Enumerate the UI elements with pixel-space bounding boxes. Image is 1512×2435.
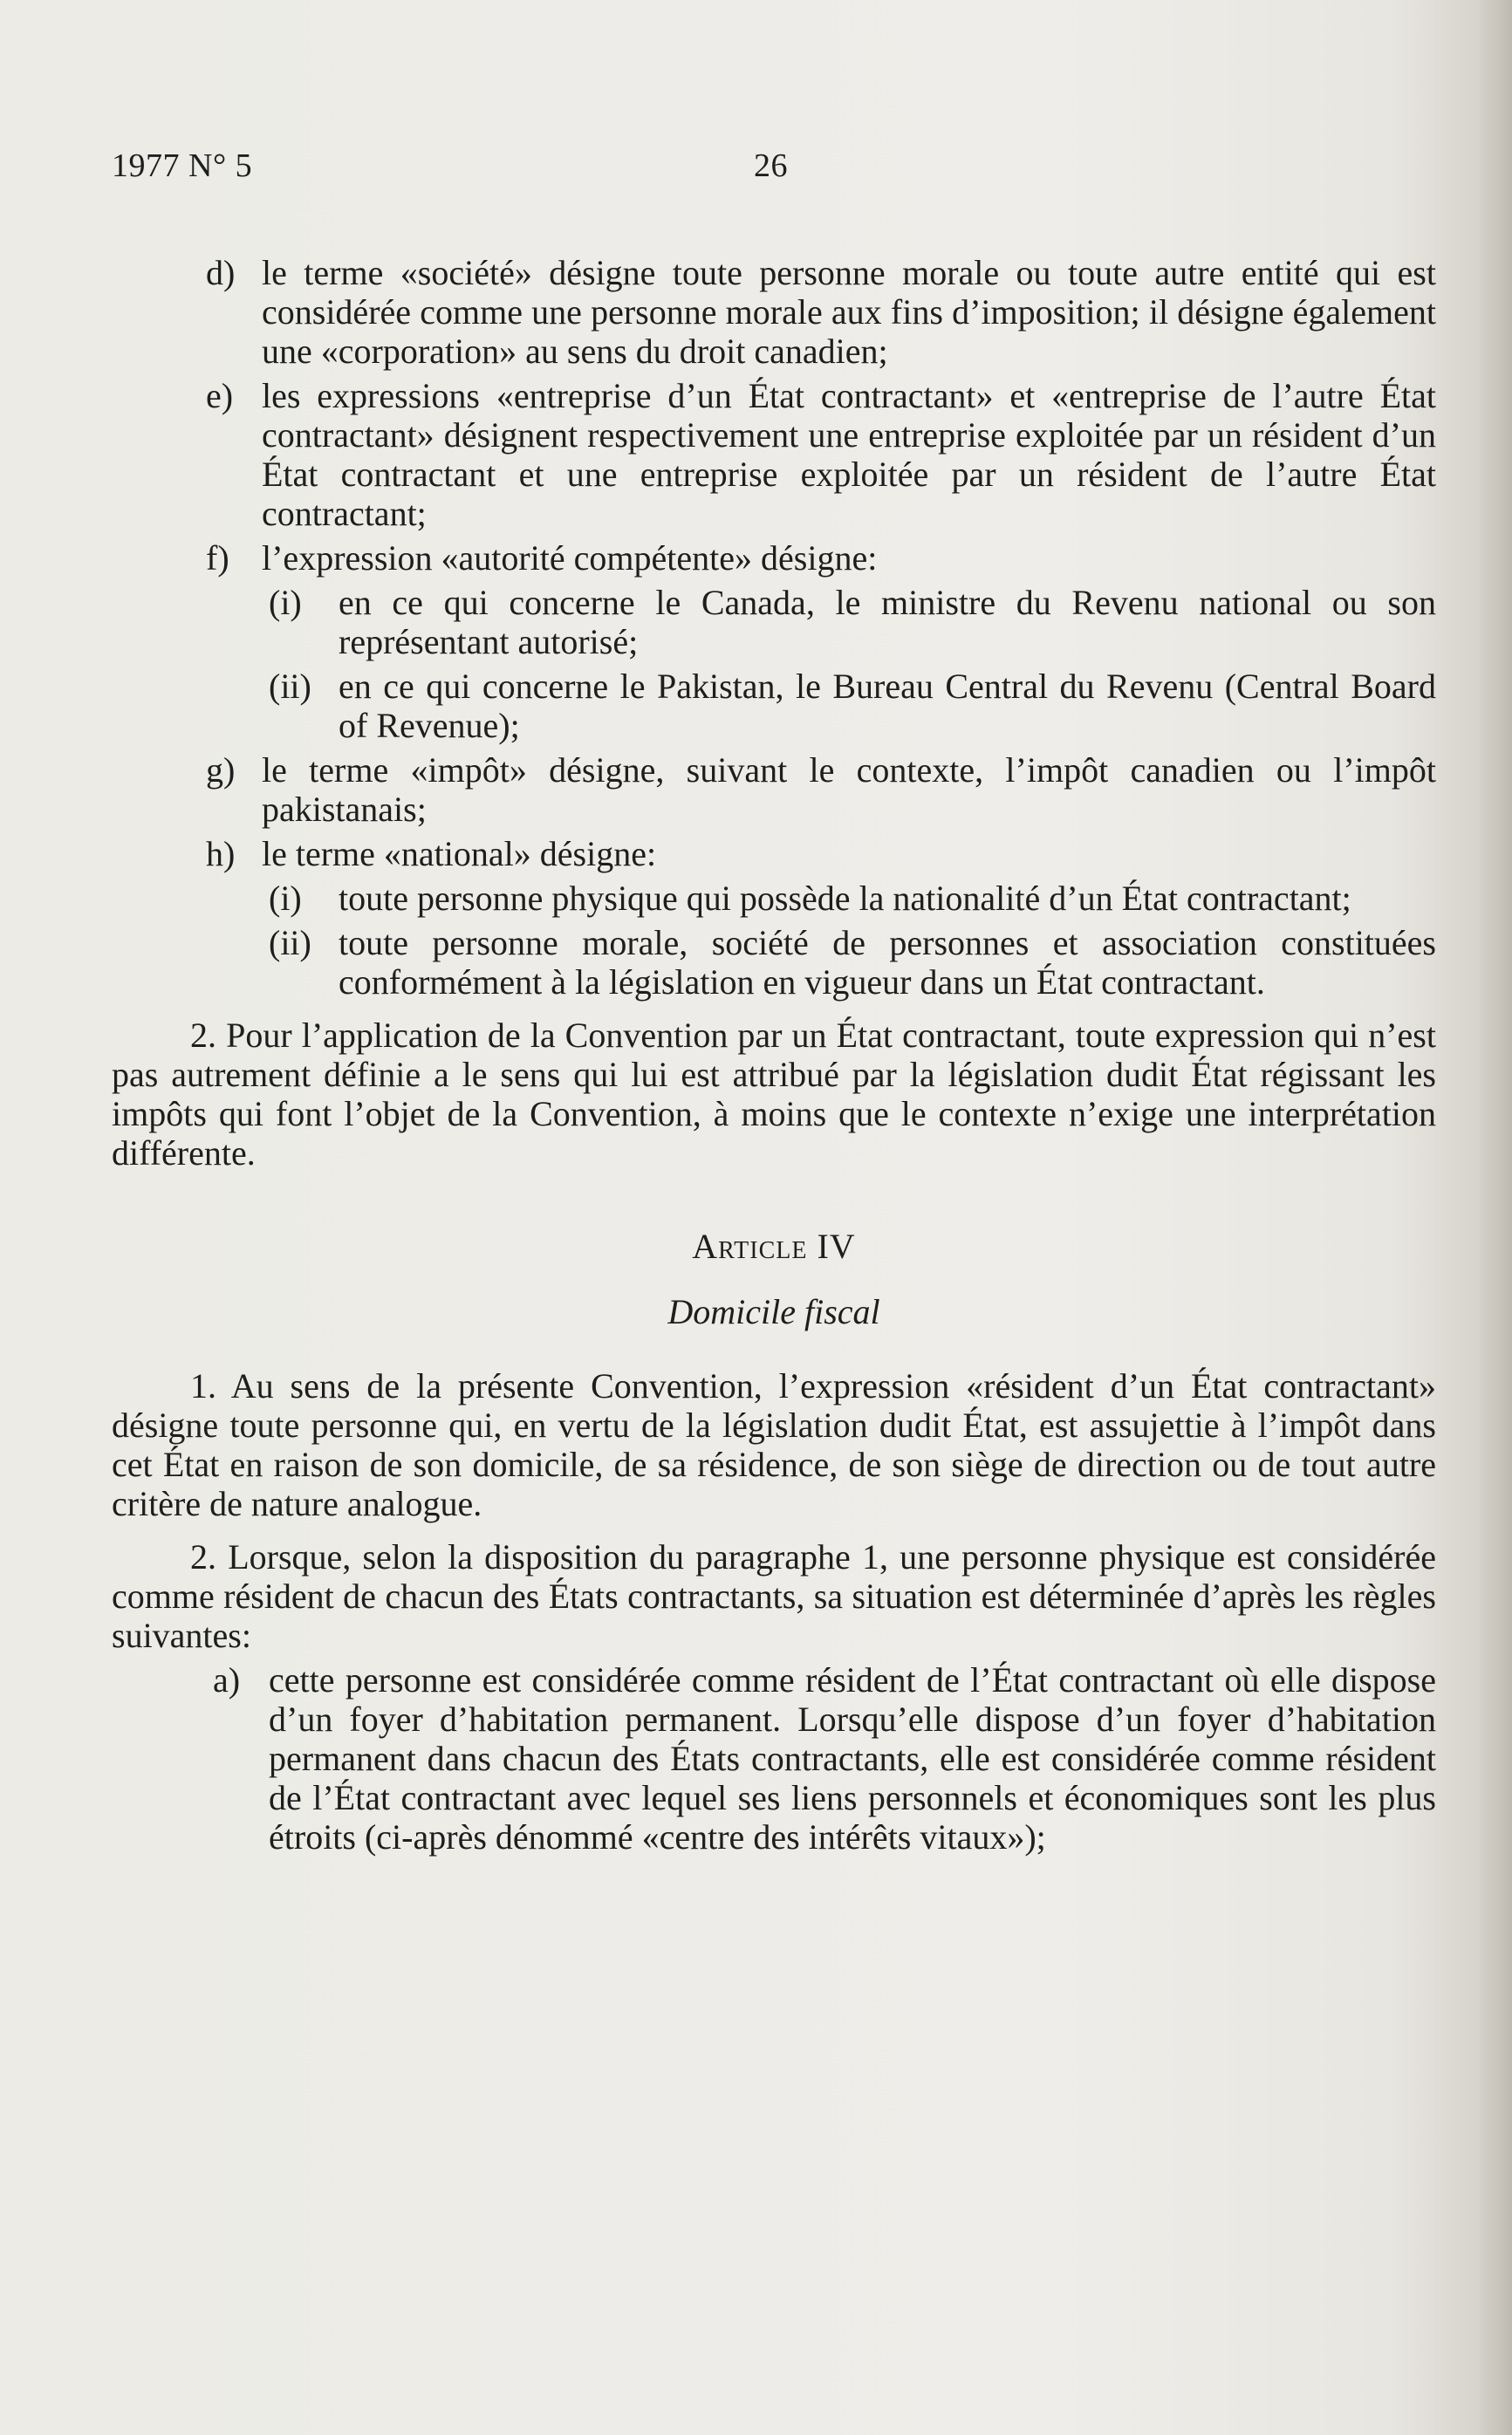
definition-label: g) <box>206 750 236 790</box>
definition-text: l’expression «autorité compétente» désigne: <box>262 538 878 578</box>
subdefinition-text: en ce qui concerne le Pakistan, le Bureau Central du Revenu (Central Board of Revenue); <box>339 667 1436 745</box>
page-edge-shadow <box>1477 0 1512 2435</box>
rule-a <box>112 1660 1436 1857</box>
subdefinition-text: toute personne physique qui possède la nationalité d’un État contractant; <box>339 879 1351 918</box>
definition-text: les expressions «entreprise d’un État contractant» et «entreprise de l’autre État contractant» désignent respectivement une entreprise exploitée par un résident d’un État contractant et une entreprise exploitée par un résident de l’autre État contractant; <box>262 376 1436 533</box>
definition-d <box>112 253 1436 371</box>
definition-label: e) <box>206 376 234 415</box>
definition-e <box>112 376 1436 533</box>
definition-text: le terme «national» désigne: <box>262 834 657 873</box>
subdefinition-text: en ce qui concerne le Canada, le ministre du Revenu national ou son représentant autorisé; <box>339 583 1436 661</box>
subdefinition-label: (ii) <box>269 667 311 706</box>
article-heading: Domicile fiscal <box>667 1292 880 1331</box>
paragraph-2: 2. Pour l’application de la Convention par un État contractant, toute expression qui n’est pas autrement définie a le sens qui lui est attribué par la législation dudit État régissant les impôts qui font l’objet de la Convention, à moins que le contexte n’exige une interprétation différente. <box>112 1016 1436 1173</box>
definition-h <box>112 834 1436 873</box>
definition-h-i <box>112 879 1436 918</box>
definition-g <box>112 750 1436 829</box>
rule-text: cette personne est considérée comme résident de l’État contractant où elle dispose d’un foyer d’habitation permanent. Lorsqu’elle dispose d’un foyer d’habitation permanent dans chacun des États contractants, elle est considérée comme résident de l’État contractant avec lequel ses liens personnels et économiques sont les plus étroits (ci-après dénommé «centre des intérêts vitaux»); <box>269 1660 1436 1857</box>
definition-label: h) <box>206 834 236 873</box>
definition-f <box>112 538 1436 578</box>
definition-text: le terme «société» désigne toute personne morale ou toute autre entité qui est considérée comme une personne morale aux fins d’imposition; il désigne également une «corporation» au sens du droit canadien; <box>262 253 1436 371</box>
subdefinition-label: (ii) <box>269 923 311 962</box>
definition-f-i <box>112 583 1436 661</box>
header-page-number: 26 <box>754 147 788 184</box>
definition-label: f) <box>206 538 229 578</box>
article-title: Article IV <box>692 1227 856 1266</box>
rule-label: a) <box>213 1660 241 1700</box>
subdefinition-text: toute personne morale, société de personnes et association constituées conformément à la législation en vigueur dans un État contractant. <box>339 923 1436 1002</box>
article-paragraph-2: 2. Lorsque, selon la disposition du paragraphe 1, une personne physique est considérée comme résident de chacun des États contractants, sa situation est déterminée d’après les règles suivantes: <box>112 1537 1436 1655</box>
header-year-number: 1977 N° 5 <box>112 147 253 184</box>
article-paragraph-1: 1. Au sens de la présente Convention, l’expression «résident d’un État contractant» désigne toute personne qui, en vertu de la législation dudit État, est assujettie à l’impôt dans cet État en raison de son domicile, de sa résidence, de son siège de direction ou de tout autre critère de nature analogue. <box>112 1366 1436 1523</box>
definition-h-ii <box>112 923 1436 1002</box>
definition-f-ii <box>112 667 1436 745</box>
definition-text: le terme «impôt» désigne, suivant le contexte, l’impôt canadien ou l’impôt pakistanais; <box>262 750 1436 829</box>
document-body <box>112 253 1436 1857</box>
definition-label: d) <box>206 253 236 292</box>
subdefinition-label: (i) <box>269 879 302 918</box>
subdefinition-label: (i) <box>269 583 302 622</box>
